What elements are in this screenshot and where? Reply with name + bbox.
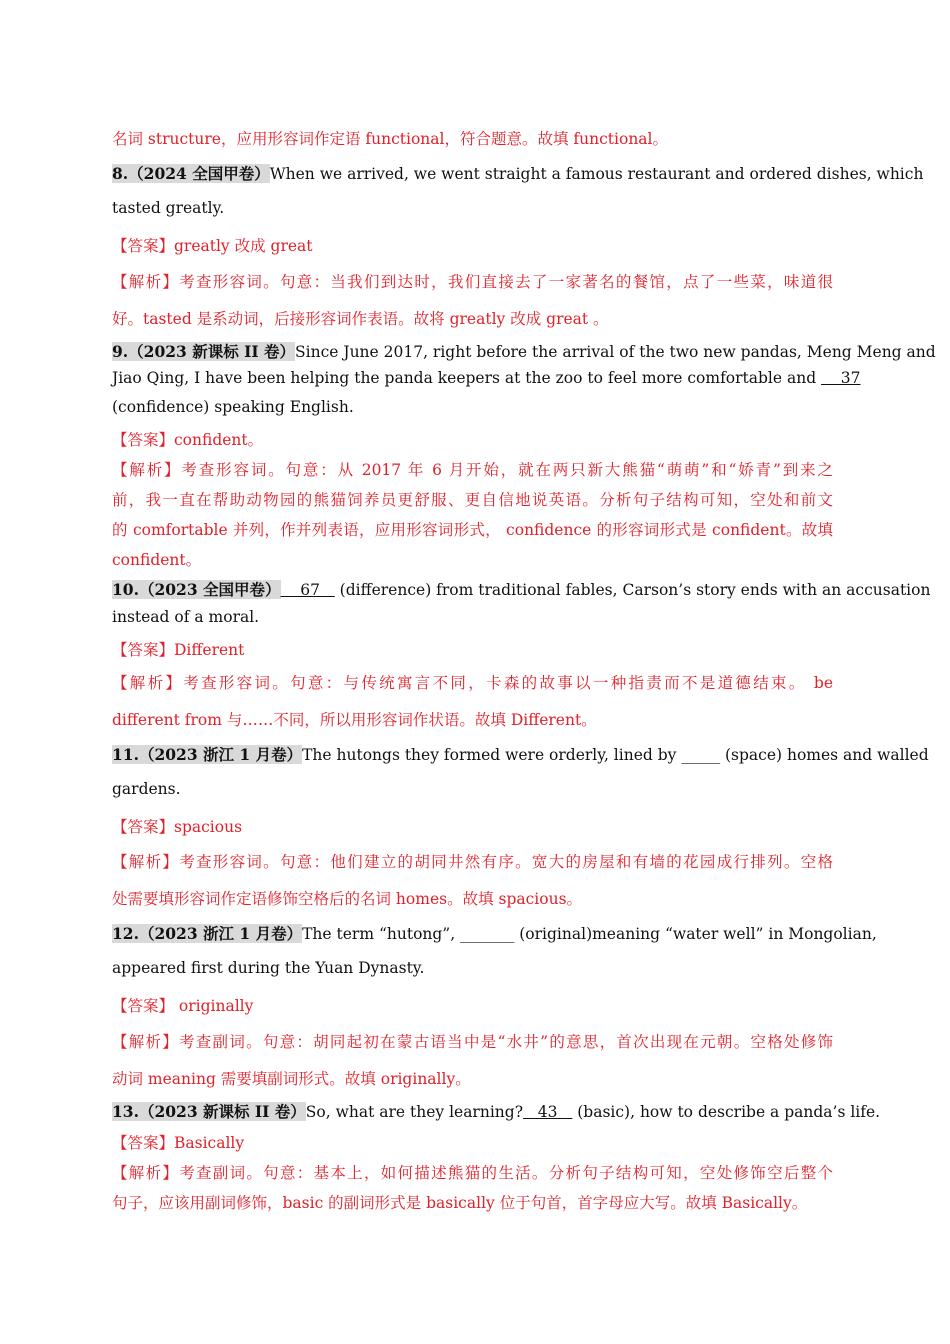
q9-stem-line3: (confidence) speaking English. xyxy=(112,398,354,416)
q13-analysis-line1: 【解析】考查副词。句意：基本上，如何描述熊猫的生活。分析句子结构可知，空处修饰空后整个 xyxy=(112,1164,833,1182)
q8-answer: 【答案】greatly 改成 great xyxy=(112,237,313,255)
q10-blank: 67 xyxy=(280,581,335,599)
q8-analysis-line1: 【解析】考查形容词。句意：当我们到达时，我们直接去了一家著名的餐馆，点了一些菜，味道很 xyxy=(112,273,833,291)
q9-blank: 37 xyxy=(821,369,861,387)
q13-label: 13.（2023 新课标 II 卷） xyxy=(112,1102,306,1121)
q9-stem-line1 xyxy=(112,340,936,362)
q11-stem-line2: gardens. xyxy=(112,780,181,798)
q8-stem-text1: When we arrived, we went straight a famous restaurant and ordered dishes, which xyxy=(269,165,924,183)
q9-answer: 【答案】confident。 xyxy=(112,431,264,449)
q9-analysis-line1: 【解析】考查形容词。句意：从 2017 年 6 月开始，就在两只新大熊猫“萌萌”和“娇青”到来之 xyxy=(112,461,833,479)
q8-analysis-line2: 好。tasted 是系动词，后接形容词作表语。故将 greatly 改成 great 。 xyxy=(112,310,609,328)
q9-stem-text2: Jiao Qing, I have been helping the panda keepers at the zoo to feel more comfortable and xyxy=(112,369,822,387)
intro-analysis-tail: 名词 structure，应用形容词作定语 functional，符合题意。故填 functional。 xyxy=(112,130,668,148)
q9-stem-line2 xyxy=(112,369,861,387)
q13-stem-line1 xyxy=(112,1100,881,1122)
q10-stem-line1 xyxy=(112,578,931,600)
q11-answer: 【答案】spacious xyxy=(112,818,243,836)
q12-stem-line2: appeared first during the Yuan Dynasty. xyxy=(112,959,425,977)
q10-stem-text1: (difference) from traditional fables, Carson’s story ends with an accusation xyxy=(334,581,931,599)
q9-analysis-line2: 前，我一直在帮助动物园的熊猫饲养员更舒服、更自信地说英语。分析句子结构可知，空处和前文 xyxy=(112,491,833,509)
q13-stem-text-b: (basic), how to describe a panda’s life. xyxy=(572,1103,881,1121)
q8-stem-line1 xyxy=(112,162,924,184)
q12-stem-line1 xyxy=(112,922,877,944)
q9-analysis-line4: confident。 xyxy=(112,551,202,569)
q10-analysis-line1: 【解析】考查形容词。句意：与传统寓言不同，卡森的故事以一种指责而不是道德结束。 be xyxy=(112,674,833,692)
q11-analysis-line1: 【解析】考查形容词。句意：他们建立的胡同井然有序。宽大的房屋和有墙的花园成行排列。空格 xyxy=(112,853,833,871)
q9-label: 9.（2023 新课标 II 卷） xyxy=(112,342,296,361)
q11-analysis-line2: 处需要填形容词作定语修饰空格后的名词 homes。故填 spacious。 xyxy=(112,890,583,908)
q10-answer: 【答案】Different xyxy=(112,641,245,659)
q10-stem-line2: instead of a moral. xyxy=(112,608,260,626)
q10-analysis-line2: different from 与……不同，所以用形容词作状语。故填 Different。 xyxy=(112,711,597,729)
q8-label: 8.（2024 全国甲卷） xyxy=(112,164,270,183)
q12-stem-text1: The term “hutong”, _______ (original)meaning “water well” in Mongolian, xyxy=(302,925,877,943)
q13-analysis-line2: 句子，应该用副词修饰，basic 的副词形式是 basically 位于句首，首字母应大写。故填 Basically。 xyxy=(112,1194,808,1212)
q12-analysis-line2: 动词 meaning 需要填副词形式。故填 originally。 xyxy=(112,1070,471,1088)
q11-stem-text1: The hutongs they formed were orderly, lined by _____ (space) homes and walled xyxy=(302,746,929,764)
q12-label: 12.（2023 浙江 1 月卷） xyxy=(112,924,303,943)
q13-answer: 【答案】Basically xyxy=(112,1134,245,1152)
q9-analysis-line3: 的 comfortable 并列，作并列表语，应用形容词形式， confidence 的形容词形式是 confident。故填 xyxy=(112,521,833,539)
q12-analysis-line1: 【解析】考查副词。句意：胡同起初在蒙古语当中是“水井”的意思，首次出现在元朝。空格处修饰 xyxy=(112,1033,833,1051)
q11-stem-line1 xyxy=(112,743,929,765)
q10-label: 10.（2023 全国甲卷） xyxy=(112,580,281,599)
q11-label: 11.（2023 浙江 1 月卷） xyxy=(112,745,303,764)
q9-stem-text1: Since June 2017, right before the arrival of the two new pandas, Meng Meng and xyxy=(295,343,936,361)
q8-stem-line2: tasted greatly. xyxy=(112,199,225,217)
q12-answer: 【答案】 originally xyxy=(112,997,254,1015)
q13-stem-text-a: So, what are they learning? xyxy=(305,1103,524,1121)
q13-blank: 43 xyxy=(523,1103,573,1121)
